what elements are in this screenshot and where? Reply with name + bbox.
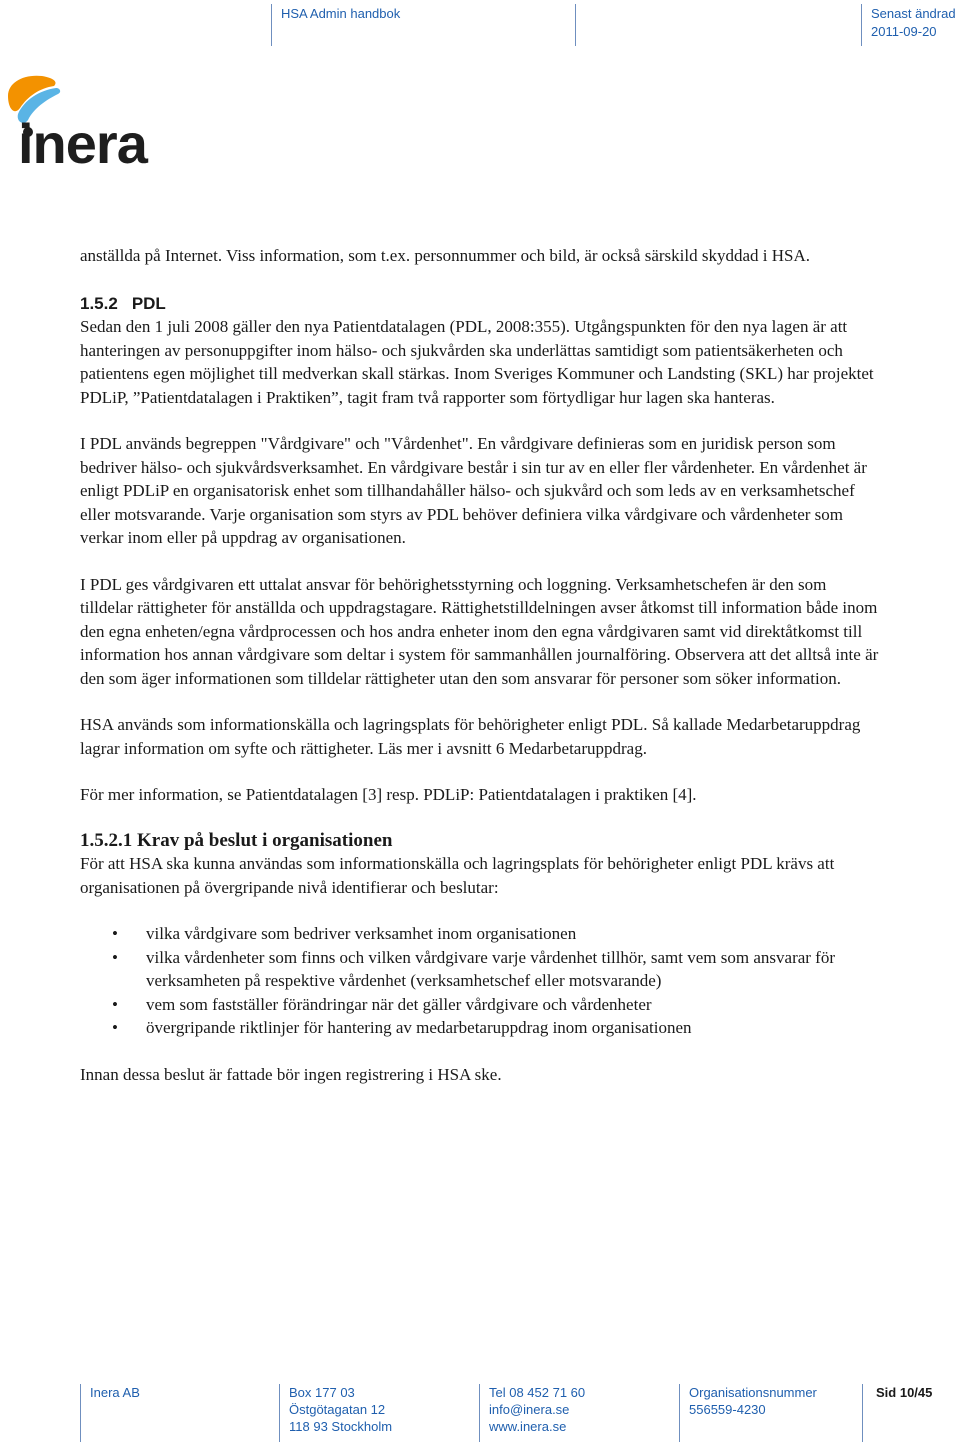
header-divider — [575, 4, 576, 46]
list-item: • vilka vårdgivare som bedriver verksamhet inom organisationen — [80, 922, 880, 946]
footer-address: Box 177 03 Östgötagatan 12 118 93 Stockholm — [289, 1385, 393, 1434]
list-item: • vilka vårdenheter som finns och vilken vårdgivare varje vårdenhet tillhör, samt vem som ansvarar för verksamheten på respektive vårdenhet (verksamhetschef eller motsvarande) — [112, 947, 836, 990]
paragraph: I PDL ges vårdgivaren ett uttalat ansvar för behörighetsstyrning och loggning. Verksamhetschefen är den som tilldelar rättigheter för anställda och uppdragstagare. Rättighetstilldelningen avser åtkomst till information både inom den egna enheten/egna vårdprocessen och hos andra enheter inom den egna vårdgivaren samt vid direktåtkomst till information hos annan vårdgivare som deltar i system för sammanhållen journalföring. Observera att det alltså inte är den som äger informationen som tilldelar rättigheter utan den som ansvarar för personer som söker information. — [80, 574, 879, 688]
list-item: • övergripande riktlinjer för hantering av medarbetaruppdrag inom organisationen — [80, 1016, 880, 1040]
last-changed-label: Senast ändrad — [871, 6, 956, 21]
list-item: • vem som fastställer förändringar när det gäller vårdgivare och vårdenheter — [80, 993, 880, 1017]
bullet-list — [80, 922, 880, 1040]
bullet-icon: • — [112, 924, 118, 943]
footer-divider — [479, 1384, 480, 1442]
org-number: 556559-4230 — [689, 1402, 766, 1417]
footer-contact — [489, 1384, 585, 1435]
section-number: 1.5.2 — [80, 293, 118, 313]
logo-wordmark: inera — [18, 112, 147, 175]
bullet-icon: • — [112, 947, 118, 967]
footer-phone: Tel 08 452 71 60 — [489, 1385, 586, 1400]
footer-email-link[interactable]: info@inera.se — [489, 1402, 570, 1417]
header-divider — [271, 4, 272, 46]
section-heading — [80, 292, 880, 316]
subsection-heading: 1.5.2.1 Krav på beslut i organisationen — [80, 829, 393, 851]
footer-website-link[interactable]: www.inera.se — [489, 1419, 567, 1434]
footer-divider — [279, 1384, 280, 1442]
footer-divider — [679, 1384, 680, 1442]
footer-divider — [80, 1384, 81, 1442]
footer-divider — [862, 1384, 863, 1442]
footer-org — [689, 1384, 817, 1418]
document-body — [80, 244, 880, 1086]
paragraph: Innan dessa beslut är fattade bör ingen registrering i HSA ske. — [80, 1064, 502, 1084]
document-title: HSA Admin handbok — [281, 6, 401, 21]
bullet-icon: • — [112, 994, 118, 1014]
footer-company: Inera AB — [90, 1385, 140, 1400]
paragraph: För mer information, se Patientdatalagen [3] resp. PDLiP: Patientdatalagen i praktiken [4]. — [80, 785, 697, 804]
bullet-icon: • — [112, 1018, 118, 1037]
inera-logo — [6, 74, 176, 178]
page-number: Sid 10/45 — [876, 1385, 933, 1400]
paragraph: HSA används som informationskälla och lagringsplats för behörigheter enligt PDL. Så kallade Medarbetaruppdrag lagrar information om syfte och rättigheter. Läs mer i avsnitt 6 Medarbetaruppdrag. — [80, 715, 861, 758]
page-footer — [0, 1380, 960, 1443]
paragraph: I PDL används begreppen "Vårdgivare" och "Vårdenhet". En vårdgivare definieras som en juridisk person som bedriver hälso- och sjukvårdsverksamhet. En vårdgivare består i sin tur av en eller fler vårdenheter. En vårdenhet är enligt PDLiP en organisatorisk enhet som tillhandahåller hälso- och sjukvård och som leds av en verksamhetschef eller motsvarande. Varje organisation som styrs av PDL behöver definiera vilka vårdgivare och vårdenheter som verkar inom eller på uppdrag av organisationen. — [80, 434, 867, 547]
paragraph: För att HSA ska kunna användas som informationskälla och lagringsplats för behörigheter enligt PDL krävs att organisationen på övergripande nivå identifierar och beslutar: — [80, 854, 835, 897]
org-number-label: Organisationsnummer — [689, 1385, 817, 1400]
paragraph: Sedan den 1 juli 2008 gäller den nya Patientdatalagen (PDL, 2008:355). Utgångspunkten för den nya lagen är att hanteringen av personuppgifter inom hälso- och sjukvården ska underlättas samtidigt som patientsäkerheten och patientens egen möjlighet till medverkan skall stärkas. Inom Sveriges Kommuner och Landsting (SKL) har projektet PDLiP, ”Patientdatalagen i Praktiken”, tagit fram två rapporter som förtydligar hur lagen ska hanteras. — [80, 317, 874, 407]
page-header — [0, 0, 960, 48]
last-changed-date: 2011-09-20 — [871, 24, 937, 39]
section-title: PDL — [131, 293, 166, 313]
header-divider — [861, 4, 862, 46]
intro-paragraph: anställda på Internet. Viss information, som t.ex. personnummer och bild, är också särskild skyddad i HSA. — [80, 246, 811, 265]
